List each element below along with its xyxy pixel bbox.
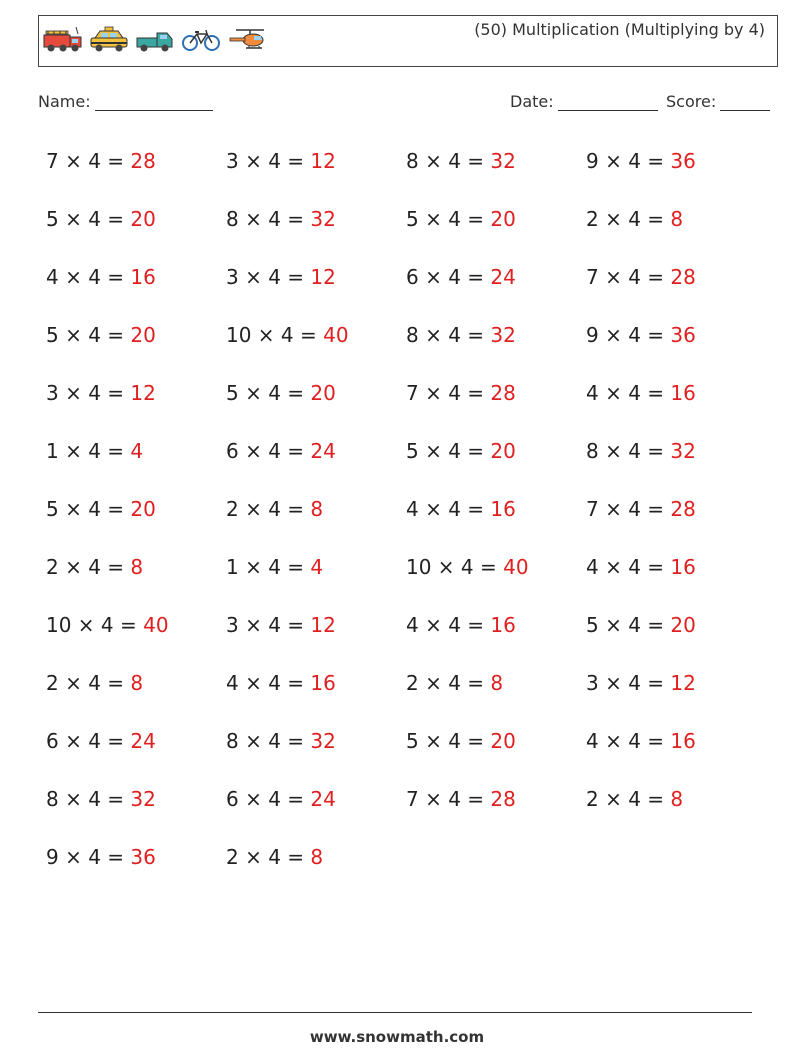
problem-question: 3 × 4 = [586,671,671,695]
problem-row [46,841,766,899]
problem [226,551,323,583]
problem [406,319,516,351]
problem-question: 5 × 4 = [46,497,131,521]
problem-question: 9 × 4 = [586,323,671,347]
problem-answer: 32 [490,149,516,173]
problem [226,609,336,641]
problem-question: 10 × 4 = [226,323,324,347]
problem-answer: 32 [130,787,156,811]
helicopter-icon [226,25,268,53]
problem-question: 3 × 4 = [46,381,131,405]
problem-question: 2 × 4 = [226,497,311,521]
problem-answer: 36 [670,149,696,173]
problem-question: 3 × 4 = [226,613,311,637]
problem [406,551,529,583]
problem [586,783,683,815]
problem-row [46,725,766,783]
problem [226,667,336,699]
problem [46,725,156,757]
problem-answer: 8 [670,787,684,811]
problem [586,551,696,583]
name-label: Name: [38,92,91,111]
problem-question: 5 × 4 = [46,323,131,347]
fire-truck-icon [42,25,84,53]
problem [46,667,143,699]
problem [226,377,336,409]
bicycle-icon [180,25,222,53]
problem [226,783,336,815]
problem-question: 7 × 4 = [586,497,671,521]
problem [46,435,143,467]
date-field[interactable] [510,92,658,111]
problem [226,435,336,467]
problem [406,725,516,757]
problem-answer: 16 [490,613,516,637]
problem-answer: 28 [490,787,516,811]
problem [406,783,516,815]
problem-answer: 8 [490,671,504,695]
problem [406,377,516,409]
score-blank[interactable] [720,94,770,111]
problem-question: 1 × 4 = [226,555,311,579]
problem-answer: 16 [670,381,696,405]
problem [586,435,696,467]
problem-question: 4 × 4 = [586,555,671,579]
problem-answer: 32 [670,439,696,463]
problem-answer: 40 [323,323,349,347]
problem-answer: 8 [670,207,684,231]
problem-answer: 20 [490,439,516,463]
problem-question: 8 × 4 = [586,439,671,463]
problem-question: 6 × 4 = [226,787,311,811]
problem [586,725,696,757]
problem-question: 3 × 4 = [226,265,311,289]
problem [586,261,696,293]
problem [226,261,336,293]
problem-answer: 16 [130,265,156,289]
problem-answer: 12 [310,265,336,289]
problem-row [46,551,766,609]
problem [406,667,503,699]
problem-answer: 32 [310,729,336,753]
problem-answer: 16 [310,671,336,695]
problem [406,261,516,293]
problem [226,493,323,525]
problem-answer: 36 [130,845,156,869]
problem-answer: 16 [670,555,696,579]
problem-answer: 36 [670,323,696,347]
problem-answer: 12 [310,149,336,173]
problem-question: 4 × 4 = [586,381,671,405]
problem-question: 6 × 4 = [226,439,311,463]
problem-question: 2 × 4 = [406,671,491,695]
problem-answer: 20 [670,613,696,637]
problem [226,203,336,235]
problem-question: 5 × 4 = [46,207,131,231]
problem-question: 8 × 4 = [406,149,491,173]
problem-question: 8 × 4 = [46,787,131,811]
problem [586,377,696,409]
problem-row [46,667,766,725]
problem-row [46,609,766,667]
problem [226,145,336,177]
problem [46,551,143,583]
problem-question: 2 × 4 = [46,555,131,579]
problem [46,145,156,177]
problem-answer: 28 [490,381,516,405]
problem-answer: 8 [130,555,144,579]
problem-answer: 12 [310,613,336,637]
problem-question: 5 × 4 = [406,207,491,231]
problem [46,609,169,641]
problem-question: 8 × 4 = [406,323,491,347]
problem-row [46,493,766,551]
problem-question: 1 × 4 = [46,439,131,463]
problem-answer: 20 [490,207,516,231]
problem-answer: 4 [130,439,144,463]
problem-question: 10 × 4 = [46,613,144,637]
pickup-truck-icon [134,25,176,53]
problem-answer: 32 [490,323,516,347]
problem-row [46,145,766,203]
problem-question: 7 × 4 = [406,381,491,405]
problem-question: 4 × 4 = [46,265,131,289]
worksheet-title: (50) Multiplication (Multiplying by 4) [474,20,765,39]
problem [406,145,516,177]
problem-question: 5 × 4 = [586,613,671,637]
taxi-icon [88,25,130,53]
problem [46,493,156,525]
problem-answer: 8 [130,671,144,695]
problem-row [46,377,766,435]
problem-answer: 40 [143,613,169,637]
problem [406,493,516,525]
problem [226,319,349,351]
footer-site: www.snowmath.com [309,1028,485,1046]
problem-answer: 20 [130,323,156,347]
problem [46,203,156,235]
problem-row [46,435,766,493]
problem-question: 4 × 4 = [586,729,671,753]
problem-question: 9 × 4 = [586,149,671,173]
problem-answer: 28 [670,497,696,521]
problem-answer: 4 [310,555,324,579]
problem-row [46,783,766,841]
problem-question: 10 × 4 = [406,555,504,579]
problem-answer: 24 [310,787,336,811]
score-label: Score: [666,92,717,111]
problem-answer: 12 [670,671,696,695]
problem-question: 4 × 4 = [406,497,491,521]
problem-question: 2 × 4 = [46,671,131,695]
problem-question: 8 × 4 = [226,729,311,753]
name-field[interactable] [38,92,213,111]
problem-answer: 20 [490,729,516,753]
problem-answer: 32 [310,207,336,231]
problem [226,725,336,757]
problem-grid [46,145,766,899]
problem-answer: 40 [503,555,529,579]
problem [406,435,516,467]
problem-answer: 20 [130,207,156,231]
problem-answer: 24 [490,265,516,289]
problem-row [46,203,766,261]
problem-row [46,261,766,319]
problem-question: 7 × 4 = [586,265,671,289]
header-icons [42,25,268,53]
problem-question: 2 × 4 = [586,207,671,231]
problem-question: 6 × 4 = [406,265,491,289]
problem-row [46,319,766,377]
problem [46,319,156,351]
problem [406,609,516,641]
problem-answer: 8 [310,497,324,521]
problem [46,783,156,815]
problem-question: 5 × 4 = [226,381,311,405]
score-field[interactable] [666,92,770,111]
problem-question: 5 × 4 = [406,439,491,463]
date-label: Date: [510,92,554,111]
problem [586,319,696,351]
problem [46,841,156,873]
problem [46,261,156,293]
name-blank[interactable] [95,94,213,111]
problem-answer: 16 [670,729,696,753]
date-blank[interactable] [558,94,658,111]
problem-question: 2 × 4 = [226,845,311,869]
problem [586,203,683,235]
problem [586,609,696,641]
problem [586,145,696,177]
problem [586,667,696,699]
problem [586,493,696,525]
problem-question: 7 × 4 = [406,787,491,811]
problem-answer: 12 [130,381,156,405]
problem-answer: 8 [310,845,324,869]
problem-answer: 20 [130,497,156,521]
problem [46,377,156,409]
problem-answer: 28 [670,265,696,289]
problem-question: 4 × 4 = [226,671,311,695]
problem-question: 5 × 4 = [406,729,491,753]
footer-divider [38,1012,752,1013]
problem [226,841,323,873]
problem-question: 9 × 4 = [46,845,131,869]
problem-answer: 28 [130,149,156,173]
problem-answer: 24 [310,439,336,463]
problem-answer: 24 [130,729,156,753]
problem-question: 6 × 4 = [46,729,131,753]
problem-question: 2 × 4 = [586,787,671,811]
problem-question: 4 × 4 = [406,613,491,637]
problem-answer: 20 [310,381,336,405]
problem-question: 8 × 4 = [226,207,311,231]
worksheet-header [38,15,778,67]
problem [406,203,516,235]
problem-answer: 16 [490,497,516,521]
problem-question: 3 × 4 = [226,149,311,173]
problem-question: 7 × 4 = [46,149,131,173]
